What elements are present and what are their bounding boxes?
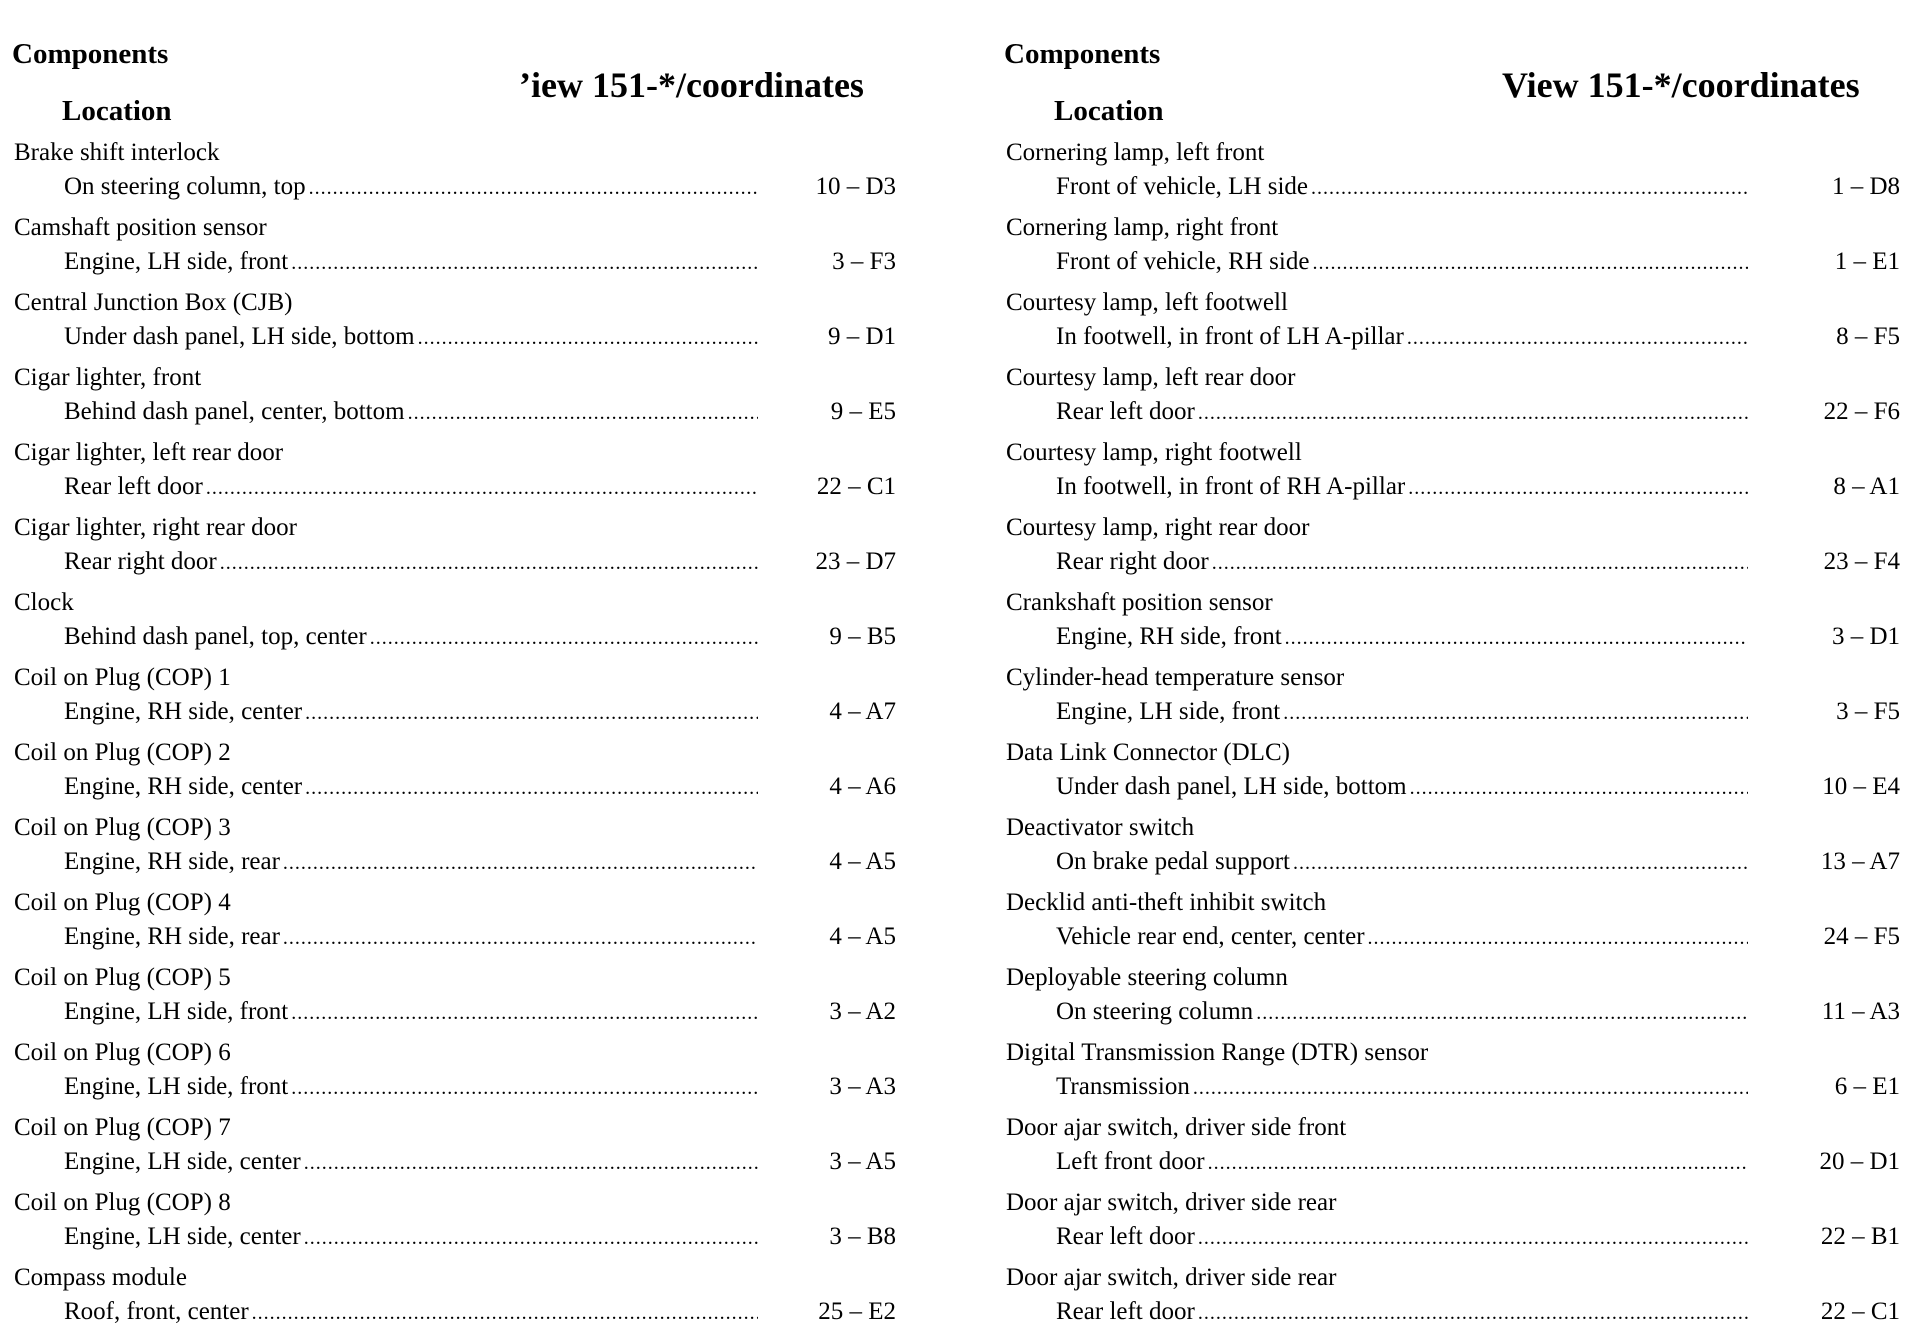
view-coordinate: 3 – A5 bbox=[829, 1148, 896, 1175]
component-location: Under dash panel, LH side, bottom . . . bbox=[1056, 770, 1748, 805]
list-item bbox=[1004, 1261, 1904, 1336]
component-name: Crankshaft position sensor bbox=[1006, 589, 1273, 616]
list-item bbox=[1004, 961, 1904, 1036]
component-location: Transmission . . . bbox=[1056, 1070, 1748, 1105]
component-location: Front of vehicle, RH side . . . bbox=[1056, 245, 1748, 280]
component-name: Coil on Plug (COP) 5 bbox=[14, 964, 231, 991]
component-name: Courtesy lamp, left rear door bbox=[1006, 364, 1296, 391]
location-line bbox=[1056, 995, 1904, 1029]
view-coordinates-header: ’iew 151-*/coordinates bbox=[519, 65, 864, 105]
view-coordinate: 11 – A3 bbox=[1821, 998, 1900, 1025]
list-item bbox=[1004, 1111, 1904, 1186]
view-coordinate: 22 – C1 bbox=[1820, 1298, 1900, 1325]
location-line bbox=[64, 320, 912, 354]
view-coordinate: 4 – A5 bbox=[829, 848, 896, 875]
location-line bbox=[64, 1145, 912, 1179]
view-coordinate: 13 – A7 bbox=[1820, 848, 1900, 875]
list-item bbox=[12, 361, 912, 436]
view-coordinate: 3 – A3 bbox=[829, 1073, 896, 1100]
list-item bbox=[1004, 511, 1904, 586]
list-item bbox=[12, 436, 912, 511]
component-location: Engine, RH side, center . . . bbox=[64, 695, 758, 730]
list-item bbox=[1004, 1036, 1904, 1111]
location-line bbox=[64, 920, 912, 954]
component-name: Deactivator switch bbox=[1006, 814, 1195, 841]
component-location: Engine, LH side, front . . . bbox=[64, 245, 758, 280]
component-location: Engine, LH side, front . . . bbox=[1056, 695, 1748, 730]
location-line bbox=[1056, 620, 1904, 654]
view-coordinate: 4 – A6 bbox=[829, 773, 896, 800]
view-coordinate: 1 – E1 bbox=[1834, 248, 1900, 275]
list-item bbox=[1004, 661, 1904, 736]
component-location: Rear left door . . . bbox=[1056, 395, 1748, 430]
view-coordinate: 22 – B1 bbox=[1820, 1223, 1900, 1250]
view-coordinate: 1 – D8 bbox=[1831, 173, 1900, 200]
location-header: Location bbox=[62, 95, 172, 127]
component-location: Engine, LH side, center . . . bbox=[64, 1220, 758, 1255]
list-item bbox=[12, 811, 912, 886]
component-location: On brake pedal support . . . bbox=[1056, 845, 1748, 880]
view-coordinate: 20 – D1 bbox=[1819, 1148, 1900, 1175]
view-coordinate: 8 – A1 bbox=[1833, 473, 1900, 500]
list-item bbox=[12, 286, 912, 361]
component-name: Compass module bbox=[14, 1264, 187, 1291]
component-name: Door ajar switch, driver side rear bbox=[1006, 1189, 1337, 1216]
view-coordinate: 9 – D1 bbox=[827, 323, 896, 350]
component-name: Camshaft position sensor bbox=[14, 214, 267, 241]
component-location: Engine, LH side, front . . . bbox=[64, 995, 758, 1030]
component-name: Clock bbox=[14, 589, 74, 616]
component-location: Under dash panel, LH side, bottom . . . bbox=[64, 320, 758, 355]
list-item bbox=[12, 1036, 912, 1111]
component-name: Cornering lamp, left front bbox=[1006, 139, 1265, 166]
component-location: Left front door . . . bbox=[1056, 1145, 1748, 1180]
component-location: Rear right door . . . bbox=[1056, 545, 1748, 580]
list-item bbox=[1004, 736, 1904, 811]
list-item bbox=[12, 586, 912, 661]
location-line bbox=[1056, 920, 1904, 954]
view-coordinate: 24 – F5 bbox=[1823, 923, 1900, 950]
component-name: Coil on Plug (COP) 6 bbox=[14, 1039, 231, 1066]
location-line bbox=[64, 1295, 912, 1329]
component-name: Coil on Plug (COP) 2 bbox=[14, 739, 231, 766]
location-line bbox=[1056, 1220, 1904, 1254]
location-line bbox=[64, 245, 912, 279]
view-coordinate: 25 – E2 bbox=[818, 1298, 896, 1325]
view-coordinate: 9 – B5 bbox=[829, 623, 896, 650]
list-item bbox=[12, 961, 912, 1036]
location-line bbox=[1056, 245, 1904, 279]
list-item bbox=[1004, 361, 1904, 436]
list-item bbox=[1004, 286, 1904, 361]
view-coordinate: 22 – F6 bbox=[1823, 398, 1900, 425]
component-location: Vehicle rear end, center, center . . . bbox=[1056, 920, 1748, 955]
components-header: Components bbox=[12, 38, 169, 70]
location-line bbox=[64, 545, 912, 579]
component-name: Coil on Plug (COP) 4 bbox=[14, 889, 231, 916]
component-name: Cornering lamp, right front bbox=[1006, 214, 1279, 241]
view-coordinate: 4 – A5 bbox=[829, 923, 896, 950]
view-coordinate: 3 – B8 bbox=[829, 1223, 896, 1250]
component-location: In footwell, in front of RH A-pillar . . . bbox=[1056, 470, 1748, 505]
list-item bbox=[12, 1186, 912, 1261]
location-line bbox=[1056, 1145, 1904, 1179]
view-coordinate: 3 – D1 bbox=[1831, 623, 1900, 650]
component-name: Courtesy lamp, right footwell bbox=[1006, 439, 1302, 466]
component-name: Door ajar switch, driver side rear bbox=[1006, 1264, 1337, 1291]
component-name: Door ajar switch, driver side front bbox=[1006, 1114, 1347, 1141]
view-coordinate: 23 – D7 bbox=[815, 548, 896, 575]
view-coordinate: 3 – A2 bbox=[829, 998, 896, 1025]
component-name: Data Link Connector (DLC) bbox=[1006, 739, 1290, 766]
right-column bbox=[1004, 0, 1904, 1344]
component-name: Coil on Plug (COP) 8 bbox=[14, 1189, 231, 1216]
component-location: On steering column . . . bbox=[1056, 995, 1748, 1030]
component-name: Cigar lighter, right rear door bbox=[14, 514, 297, 541]
component-name: Coil on Plug (COP) 7 bbox=[14, 1114, 231, 1141]
view-coordinate: 9 – E5 bbox=[830, 398, 896, 425]
list-item bbox=[12, 661, 912, 736]
component-location: On steering column, top . . . bbox=[64, 170, 758, 205]
list-item bbox=[12, 211, 912, 286]
component-location: Behind dash panel, top, center . . . bbox=[64, 620, 758, 655]
component-location: Rear left door . . . bbox=[64, 470, 758, 505]
location-line bbox=[64, 770, 912, 804]
location-line bbox=[1056, 470, 1904, 504]
component-name: Courtesy lamp, right rear door bbox=[1006, 514, 1310, 541]
location-line bbox=[1056, 1295, 1904, 1329]
list-item bbox=[1004, 811, 1904, 886]
component-name: Brake shift interlock bbox=[14, 139, 220, 166]
list-item bbox=[12, 1111, 912, 1186]
view-coordinate: 4 – A7 bbox=[829, 698, 896, 725]
view-coordinate: 8 – F5 bbox=[1836, 323, 1900, 350]
list-item bbox=[1004, 586, 1904, 661]
location-line bbox=[1056, 170, 1904, 204]
list-item bbox=[12, 886, 912, 961]
location-line bbox=[1056, 845, 1904, 879]
location-line bbox=[64, 395, 912, 429]
list-item bbox=[12, 736, 912, 811]
location-line bbox=[64, 845, 912, 879]
component-location: Rear right door . . . bbox=[64, 545, 758, 580]
component-location: Engine, RH side, center . . . bbox=[64, 770, 758, 805]
component-name: Coil on Plug (COP) 1 bbox=[14, 664, 231, 691]
component-name: Cylinder-head temperature sensor bbox=[1006, 664, 1345, 691]
component-location: Engine, RH side, rear . . . bbox=[64, 845, 758, 880]
list-item bbox=[1004, 1186, 1904, 1261]
list-item bbox=[1004, 436, 1904, 511]
list-item bbox=[12, 1261, 912, 1336]
location-header: Location bbox=[1054, 95, 1164, 127]
component-location: Engine, LH side, front . . . bbox=[64, 1070, 758, 1105]
component-list bbox=[12, 136, 912, 1336]
location-line bbox=[1056, 395, 1904, 429]
location-line bbox=[1056, 1070, 1904, 1104]
location-line bbox=[64, 1220, 912, 1254]
location-line bbox=[64, 170, 912, 204]
view-coordinates-header: View 151-*/coordinates bbox=[1502, 65, 1860, 105]
left-column bbox=[12, 0, 912, 1344]
component-name: Courtesy lamp, left footwell bbox=[1006, 289, 1288, 316]
component-location: Behind dash panel, center, bottom . . . bbox=[64, 395, 758, 430]
list-item bbox=[1004, 211, 1904, 286]
list-item bbox=[12, 511, 912, 586]
component-location: Engine, LH side, center . . . bbox=[64, 1145, 758, 1180]
location-line bbox=[1056, 320, 1904, 354]
component-location: Rear left door . . . bbox=[1056, 1220, 1748, 1255]
list-item bbox=[1004, 886, 1904, 961]
location-line bbox=[64, 995, 912, 1029]
view-coordinate: 22 – C1 bbox=[816, 473, 896, 500]
component-location: Front of vehicle, LH side . . . bbox=[1056, 170, 1748, 205]
view-coordinate: 6 – E1 bbox=[1834, 1073, 1900, 1100]
component-list bbox=[1004, 136, 1904, 1336]
list-item bbox=[1004, 136, 1904, 211]
location-line bbox=[1056, 695, 1904, 729]
component-name: Cigar lighter, left rear door bbox=[14, 439, 284, 466]
component-name: Digital Transmission Range (DTR) sensor bbox=[1006, 1039, 1429, 1066]
component-location: In footwell, in front of LH A-pillar . . . bbox=[1056, 320, 1748, 355]
location-line bbox=[64, 1070, 912, 1104]
component-name: Decklid anti-theft inhibit switch bbox=[1006, 889, 1327, 916]
view-coordinate: 3 – F3 bbox=[832, 248, 896, 275]
component-location: Engine, RH side, rear . . . bbox=[64, 920, 758, 955]
location-line bbox=[1056, 770, 1904, 804]
view-coordinate: 10 – E4 bbox=[1822, 773, 1900, 800]
view-coordinate: 10 – D3 bbox=[815, 173, 896, 200]
components-header: Components bbox=[1004, 38, 1161, 70]
location-line bbox=[64, 695, 912, 729]
component-name: Cigar lighter, front bbox=[14, 364, 202, 391]
location-line bbox=[64, 620, 912, 654]
view-coordinate: 23 – F4 bbox=[1823, 548, 1900, 575]
component-name: Central Junction Box (CJB) bbox=[14, 289, 293, 316]
view-coordinate: 3 – F5 bbox=[1836, 698, 1900, 725]
location-line bbox=[1056, 545, 1904, 579]
component-location: Rear left door . . . bbox=[1056, 1295, 1748, 1330]
location-line bbox=[64, 470, 912, 504]
component-name: Coil on Plug (COP) 3 bbox=[14, 814, 231, 841]
component-location: Engine, RH side, front . . . bbox=[1056, 620, 1748, 655]
list-item bbox=[12, 136, 912, 211]
component-name: Deployable steering column bbox=[1006, 964, 1288, 991]
component-location: Roof, front, center . . . bbox=[64, 1295, 758, 1330]
